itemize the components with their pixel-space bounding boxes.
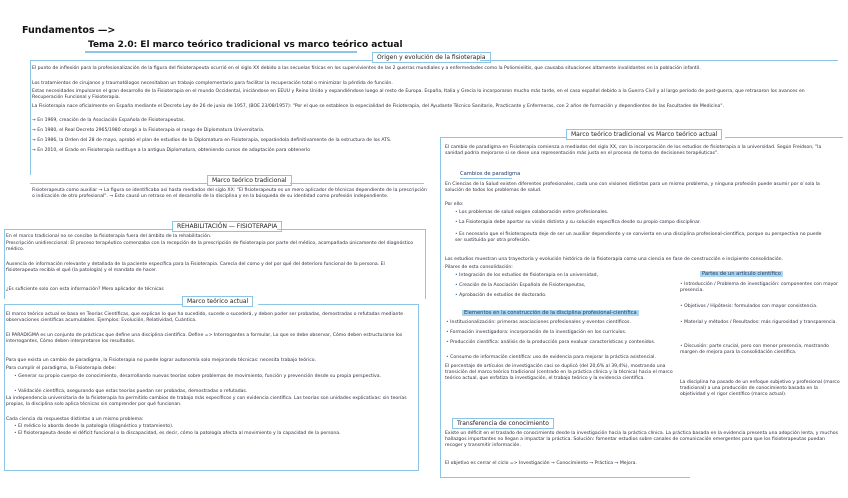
origen-paragraph-2: Los tratamientos de cirujanos y traumatólogos necesitaban un trabajo complementario para facilitar la recuperación total o minimizar la pérdida de función. <box>32 81 393 86</box>
elementos-after: El porcentaje de artículos de investigación casi se duplicó (del 20,6% al 39,4%), mostrando una transición del marco teórico tradicional (centrado en la práctica clínica y la técnica) hacia el marco teórico actual, que enfatiza la investigación, el trabajo teórico y la evidencia científica. <box>445 364 673 382</box>
actual-after-1: La independencia universitaria de la fisioterapia ha permitido cambios de trabajo más específicos y con evidencia científica. Las teorías son unidades explicativas: sin teorías propias, la disciplina solo aplica técnicas sin comprender por qué funcionan. <box>6 396 407 408</box>
origen-item-3: → En 1986, la Orden del 28 de mayo, aprobó el plan de estudios de la Diplomatura en Fisioterapia, separándola definitivamente de la estructura de los ATS. <box>32 138 392 143</box>
transferencia-line-1: Existe un déficit en el traslado de conocimiento desde la investigación hacia la práctica clínica. La práctica basada en la evidencia presenta una adopción lenta, y muchos hallazgos importantes no llegan a impactar la práctica. Solución: fomentar estudios sobre canales de comunicación emergentes para que los fisioterapeutas puedan recoger y transmitir información. <box>445 431 838 449</box>
title-underline <box>85 51 357 53</box>
section-heading-rehabilitacion: REHABILITACIÓN — FISIOTERAPIA <box>172 221 282 232</box>
trayectoria: Los estudios muestran una trayectoria y evolución histórica de la fisioterapia como una ciencia en fase de construcción e incipiente consolidación. <box>445 257 784 262</box>
pilar-3: • Aprobación de estudios de doctorado. <box>455 293 547 298</box>
rehab-line-2: Prescripción unidireccional: El proceso terapéutico comenzaba con la recepción de la prescripción de fisioterapia por parte del médico, acompañada únicamente del diagnóstico médico. <box>6 241 414 253</box>
actual-after-2: Cada ciencia da respuestas distintas a un mismo problema: <box>6 417 144 422</box>
divider <box>30 60 31 175</box>
parte-4: • Discusión: parte crucial, pero con menor presencia, mostrando margen de mejora para la consolidación científica. <box>680 344 829 356</box>
divider <box>725 137 843 138</box>
divider <box>4 304 184 305</box>
origen-item-1: → En 1969, creación de la Asociación Española de Fisioterapeutas. <box>32 118 185 123</box>
cambios-text: En Ciencias de la Salud existen diferentes profesionales, cada uno con visiones distintas para un mismo problema, y ninguna profesión puede asumir por sí sola la solución de todos los problemas de salud. <box>445 182 820 194</box>
actual-bullet-2: • Validación científica, asegurando que estas teorías puedan ser probadas, demostradas o refutadas. <box>14 389 248 394</box>
origen-item-2: → En 1980, el Real Decreto 2965/1980 otorgó a la Fisioterapia el rango de Diplomatura Universitaria. <box>32 128 265 133</box>
pilar-1: • Integración de los estudios de fisioterapia en la universidad, <box>455 273 599 278</box>
divider <box>290 183 424 184</box>
actual-line-4: Para cumplir el paradigma, la Fisioterapia debe: <box>6 366 117 371</box>
divider <box>277 229 425 230</box>
page-title: Fundamentos —> <box>22 25 116 36</box>
divider <box>440 137 568 138</box>
divider <box>4 229 174 230</box>
divider <box>418 304 419 470</box>
parte-2: • Objetivos / Hipótesis: formulados con mayor consistencia. <box>680 304 818 309</box>
divider <box>30 60 378 61</box>
elementos-heading: Elementos en la construcción de la disciplina profesional-científica <box>464 310 637 316</box>
section-heading-comparison: Marco teórico tradicional vs Marco teórico actual <box>566 129 722 140</box>
actual-bullet2-1: • El médico lo aborda desde la patología (diagnóstico y tratamiento). <box>14 424 174 429</box>
cambios-bullet-3: • Es necesario que el fisioterapeuta deje de ser un auxiliar dependiente y se convierta en una disciplina profesional-científica, porque su perspectiva no puede ser sustituida por otra profesión. <box>455 232 822 244</box>
divider <box>4 470 419 471</box>
divider <box>480 60 838 61</box>
parte-3: • Material y métodos / Resultados: más rigurosidad y transparencia. <box>680 320 837 325</box>
cambios-bullet-2: • La Fisioterapia debe aportar su visión distinta y su solución específica desde su propio campo disciplinar. <box>455 220 701 225</box>
partes-heading: Partes de un artículo científico <box>702 271 781 277</box>
origen-paragraph-4: La Fisioterapia nace oficialmente en España mediante el Decreto Ley de 26 de junio de 1957, (BOE 23/08/1957): "Por el que se establece la especialidad de Fisioterapia, del Ayudante Técnico Sanitario, Practicante y Enfermeras, con 2 años de formación y dependientes de las Facultades de Medicina". <box>32 104 724 109</box>
actual-line-3: Para que exista un cambio de paradigma, la Fisioterapia no puede lograr autonomía solo mejorando técnicas: necesita trabajo teórico. <box>6 358 316 363</box>
divider <box>4 304 5 470</box>
actual-bullet2-2: • El fisioterapeuta desde el déficit funcional o la discapacidad, es decir, cómo la patología afecta al movimiento y la capacidad de la persona. <box>14 431 341 436</box>
section-heading-origen: Origen y evolución de la fisioterapia <box>372 52 491 63</box>
por-ello: Por ello: <box>445 202 464 207</box>
cambios-bullet-1: • Los problemas de salud exigen colaboración entre profesionales. <box>455 210 609 215</box>
section-heading-tradicional: Marco teórico tradicional <box>207 175 292 186</box>
actual-bullet-1: • Generar su propio cuerpo de conocimiento, desarrollando nuevas teorías sobre problemas de movimiento, función y prevención desde su propia perspectiva. <box>14 374 382 379</box>
transferencia-line-2: El objetivo es cerrar el ciclo => Investigación → Conocimiento → Práctica → Mejora. <box>445 461 637 466</box>
divider <box>440 137 441 477</box>
parte-1: • Introducción / Problema de investigación: componentes con mayor presencia. <box>680 282 838 294</box>
comparison-intro: El cambio de paradigma en Fisioterapia comienza a mediados del siglo XX, con la incorporación de los estudios de fisioterapia a la universidad. Según Freidson, "la sanidad podría mejorarse si se diese una representación más justa en el proceso de toma de decisiones terapéuticas". <box>445 145 822 157</box>
actual-line-2: El PARADIGMA es un conjunto de prácticas que define una disciplina científica. Define => Interrogantes a formular, Lo que se debe observar, Cómo deben estructurarse los interrogantes, Cómo deben interpretarse los resultados. <box>6 333 403 345</box>
partes-after: La disciplina ha pasado de un enfoque subjetivo y profesional (marco tradicional) a una producción de conocimiento basada en la objetividad y el rigor científico (marco actual). <box>680 380 840 398</box>
section-heading-actual: Marco teórico actual <box>182 296 253 307</box>
divider <box>425 229 426 299</box>
divider <box>440 477 690 478</box>
topic-title: Tema 2.0: El marco teórico tradicional vs marco teórico actual <box>88 40 403 50</box>
origen-item-4: → En 2010, el Grado en Fisioterapia sustituye a la antigua Diplomatura, obteniendo cursos de adaptación para obtenerlo <box>32 148 311 153</box>
pilares: Pilares de esta consolidación: <box>445 265 513 270</box>
origen-paragraph-3: Estas necesidades impulsaron el gran desarrollo de la Fisioterapia en el mundo Occidental, iniciándose en EEUU y Reino Unido y expandiéndose luego al resto de Europa. España, Italia y Grecia lo incorporaron mucho más tarde, en el caso español debido a la Guerra Civil y al largo período de post-guerra, que retrasaron los avances en Recuperación Funcional y Fisioterapia. <box>32 89 805 101</box>
rehab-line-3: Ausencia de información relevante y detallada de la paciente específica para la Fisioterapia. Carecía del como y del por qué del deterioro funcional de la persona. El fisioterapeuta recibía el qué (la patología) y el mandato de hacer. <box>6 262 385 274</box>
rehab-line-1: En el marco tradicional no se concibe la fisioterapia fuera del ámbito de la rehabilitación. <box>6 234 212 239</box>
origen-paragraph-1: El punto de inflexión para la profesionalización de la figura del fisioterapeuta ocurrió en el siglo XX debido a las secuelas físicas en los supervivientes de las 2 guerras mundiales y a enfermedades como la Poliomielitis, que causaba situaciones altamente invalidantes en la población infantil. <box>32 66 701 71</box>
elemento-2: • Formación investigadora: incorporación de la investigación en los currículos. <box>446 330 627 335</box>
pilar-2: • Creación de la Asociación Española de Fisioterapeutas, <box>455 283 586 288</box>
cambios-heading: Cambios de paradigma <box>460 171 521 177</box>
divider <box>4 229 5 299</box>
tradicional-paragraph: Fisioterapeuta como auxiliar → La figura se identificaba así hasta mediados del siglo XX: "El fisioterapeuta es un mero aplicador de técnicas dependiente de la prescripción o indicación de otro profesional". → Esto causó un retraso en el desarrollo de la disciplina y en la búsqueda de su identidad como profesión independiente. <box>32 188 427 200</box>
elemento-4: • Consumo de información científica: uso de evidencia para mejorar la práctica asistencial. <box>446 355 656 360</box>
divider <box>460 178 512 179</box>
rehab-line-4: ¿Es suficiente solo con esta información? Mero aplicador de técnicas <box>6 287 164 292</box>
elemento-1: • Institucionalización: primeras asociaciones profesionales y eventos científicos. <box>446 320 631 325</box>
elemento-3: • Producción científica: análisis de la producción para evaluar características y contenidos. <box>446 340 656 345</box>
divider <box>258 304 418 305</box>
actual-line-1: El marco teórico actual se basa en Teorías Científicas, que explican lo que ha sucedido, sucede o sucederá, y deben poder ser probadas, demostradas o refutadas mediante observaciones científicas acumulables. Ejemplos: Evolución, Relatividad, Cuántica. <box>6 312 404 324</box>
transferencia-heading: Transferencia de conocimiento <box>452 418 554 429</box>
divider <box>30 183 210 184</box>
